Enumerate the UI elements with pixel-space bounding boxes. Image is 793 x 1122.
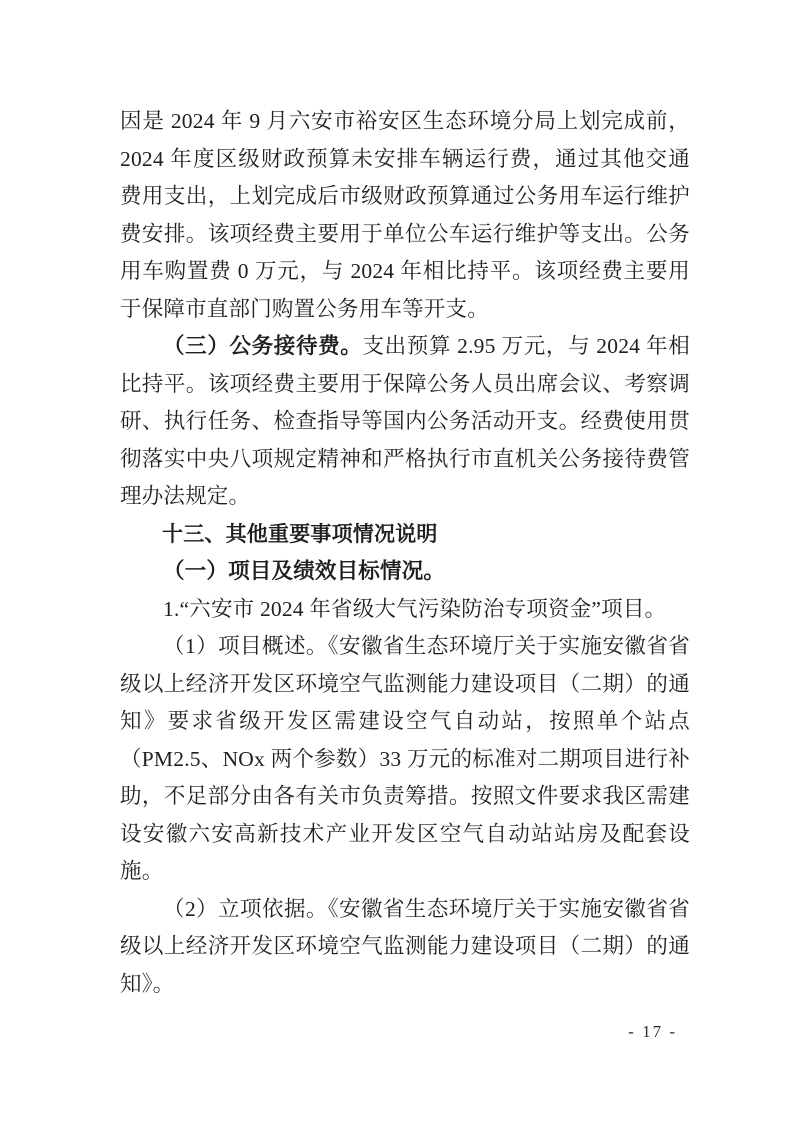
- section-heading-text: 十三、其他重要事项情况说明: [162, 522, 438, 546]
- section-heading-13: [120, 516, 690, 554]
- paragraph-text: （1）项目概述。《安徽省生态环境厅关于实施安徽省省级以上经济开发区环境空气监测能力建设项目（二期）的通知》要求省级开发区需建设空气自动站，按照单个站点（PM2.5、NOx 两个参数）33 万元的标准对二期项目进行补助，不足部分由各有关市负责筹措。按照文件要求我区需建设安徽六安高新技术产业开发区空气自动站站房及配套设施。: [120, 634, 690, 883]
- page-number: - 17 -: [628, 1022, 677, 1041]
- paragraph-bold-lead: （三）公务接待费。: [163, 334, 363, 358]
- paragraph-text: 支出预算 2.95 万元，与 2024 年相比持平。该项经费主要用于保障公务人员出席会议、考察调研、执行任务、检查指导等国内公务活动开支。经费使用贯彻落实中央八项规定精神和严格执行市直机关公务接待费管理办法规定。: [120, 334, 690, 508]
- paragraph-project-basis: [120, 891, 690, 1004]
- document-body: [120, 103, 690, 1003]
- paragraph-text: （2）立项依据。《安徽省生态环境厅关于实施安徽省省级以上经济开发区环境空气监测能力建设项目（二期）的通知》。: [120, 896, 690, 996]
- paragraph-project-overview: [120, 628, 690, 891]
- paragraph-project-title: [120, 591, 690, 629]
- paragraph-official-reception-fee: [120, 328, 690, 516]
- subsection-heading-text: （一）项目及绩效目标情况。: [163, 559, 446, 583]
- paragraph-vehicle-operation-funds: [120, 103, 690, 328]
- subsection-heading-1: [120, 553, 690, 591]
- paragraph-text: 因是 2024 年 9 月六安市裕安区生态环境分局上划完成前，2024 年度区级财政预算未安排车辆运行费，通过其他交通费用支出，上划完成后市级财政预算通过公务用车运行维护费安排。该项经费主要用于单位公车运行维护等支出。公务用车购置费 0 万元，与 2024 年相比持平。该项经费主要用于保障市直部门购置公务用车等开支。: [120, 109, 690, 321]
- paragraph-text: 1.“六安市 2024 年省级大气污染防治专项资金”项目。: [163, 596, 667, 621]
